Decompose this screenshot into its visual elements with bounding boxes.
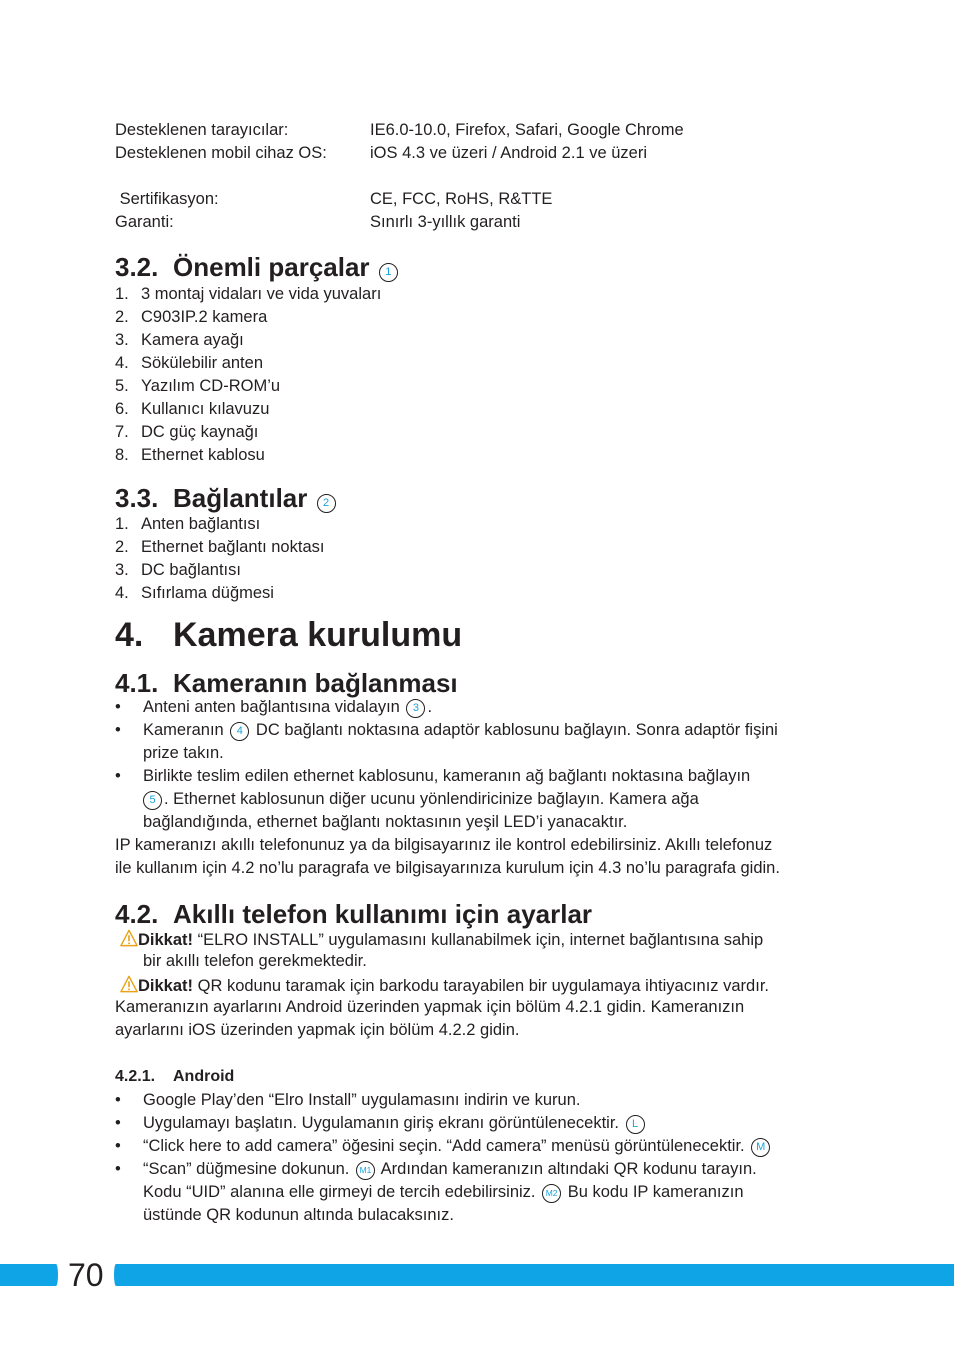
instruction-line: 5 . Ethernet kablosunun diğer ucunu yönlendiricinize bağlayın. Kamera ağa [143,790,699,810]
page-bracket-right [114,1264,118,1286]
page-number: 70 [68,1257,104,1293]
list-item: 3. Kamera ayağı [115,331,244,349]
paragraph-line: Kameranızın ayarlarını Android üzerinden yapmak için bölüm 4.2.1 gidin. Kameranızın [115,998,745,1016]
list-item: 1. 3 montaj vidaları ve vida yuvaları [115,285,382,303]
list-item: 2. Ethernet bağlantı noktası [115,538,325,556]
heading-number: 4.1. [115,668,159,698]
paragraph-line: IP kameranızı akıllı telefonunuz ya da bilgisayarınız ile kontrol edebilirsiniz. Akıllı telefonuz [115,836,773,854]
list-item: 1. Anten bağlantısı [115,515,261,533]
bullet: • [115,1160,121,1178]
connections-list [115,513,324,605]
instruction-line: bağlandığında, ethernet bağlantı noktasının yeşil LED’i yanacaktır. [143,813,628,831]
list-item: 5. Yazılım CD-ROM’u [115,377,281,395]
list-item: 4. Sıfırlama düğmesi [115,584,274,602]
spec-label-warranty: Garanti: [115,213,174,231]
heading-number: 4. [115,616,144,654]
figure-ref-badge: 5 [143,791,162,810]
bullet: • [115,767,121,785]
warning-icon [120,929,138,947]
bullet: • [115,698,121,716]
heading-number: 4.2.1. [115,1068,156,1085]
heading-connections [115,483,338,513]
spec-label-browsers: Desteklenen tarayıcılar: [115,121,289,139]
figure-ref-badge: 3 [406,699,425,718]
bullet: • [115,1137,121,1155]
list-item: 2. C903IP.2 kamera [115,308,268,326]
instruction-line: Uygulamayı başlatın. Uygulamanın giriş ekranı görüntülenecektir. L [143,1114,647,1134]
screen-ref-badge: L [626,1115,645,1134]
instruction-line: “Click here to add camera” öğesini seçin. “Add camera” menüsü görüntülenecektir. M [143,1137,772,1157]
warning-line: Dikkat! QR kodunu taramak için barkodu tarayabilen bir uygulamaya ihtiyacınız vardır. [120,975,769,996]
spec-value-mobile-os: iOS 4.3 ve üzeri / Android 2.1 ve üzeri [370,144,647,162]
paragraph-line: ayarlarını iOS üzerinden yapmak için bölüm 4.2.2 gidin. [115,1021,520,1039]
instruction-line: Birlikte teslim edilen ethernet kablosunu, kameranın ağ bağlantı noktasına bağlayın [143,767,751,785]
spec-value-certification: CE, FCC, RoHS, R&TTE [370,190,553,208]
heading-title: Kameranın bağlanması [173,668,458,698]
heading-title: Kamera kurulumu [173,616,463,654]
heading-number: 4.2. [115,899,159,929]
screen-ref-badge: M2 [542,1184,561,1203]
warning-line: bir akıllı telefon gerekmektedir. [143,952,367,970]
instruction-line: Kameranın 4 DC bağlantı noktasına adaptör kablosunu bağlayın. Sonra adaptör fişini [143,721,778,739]
page-bracket-left [54,1264,58,1286]
list-item: 8. Ethernet kablosu [115,446,265,464]
instruction-line: üstünde QR kodunun altında bulacaksınız. [143,1206,454,1224]
instruction-line: Google Play’den “Elro Install” uygulamasını indirin ve kurun. [143,1091,581,1109]
figure-ref-badge: 2 [317,494,336,513]
heading-title: Bağlantılar [173,483,308,513]
heading-smartphone-settings [115,899,592,929]
screen-ref-badge: M1 [356,1161,375,1180]
heading-important-parts [115,252,400,282]
heading-android [115,1068,234,1086]
footer-bar [0,1264,954,1286]
heading-connecting-camera [115,668,458,698]
list-item: 4. Sökülebilir anten [115,354,263,372]
paragraph-line: ile kullanım için 4.2 no’lu paragrafa ve bilgisayarınıza kurulum için 4.3 no’lu paragrafa gidin. [115,859,780,877]
warning-icon [120,975,138,993]
heading-number: 3.2. [115,252,159,282]
heading-camera-setup [115,615,462,655]
heading-title: Android [173,1068,235,1085]
bullet: • [115,721,121,739]
bullet: • [115,1114,121,1132]
heading-title: Akıllı telefon kullanımı için ayarlar [173,899,593,929]
spec-label-certification: Sertifikasyon: [115,190,219,208]
instruction-line: “Scan” düğmesine dokunun. M1 Ardından kameranızın altındaki QR kodunu tarayın. [143,1160,757,1178]
list-item: 7. DC güç kaynağı [115,423,259,441]
list-item: 6. Kullanıcı kılavuzu [115,400,270,418]
instruction-line: Kodu “UID” alanına elle girmeyi de tercih edebilirsiniz. M2 Bu kodu IP kameranızın [143,1183,744,1201]
bullet: • [115,1091,121,1109]
instruction-line: Anteni anten bağlantısına vidalayın 3 . [143,698,433,716]
spec-label-mobile-os: Desteklenen mobil cihaz OS: [115,144,327,162]
parts-list [115,283,381,467]
figure-ref-badge: 4 [230,722,249,741]
list-item: 3. DC bağlantısı [115,561,241,579]
heading-number: 3.3. [115,483,159,513]
warning-line: Dikkat! “ELRO INSTALL” uygulamasını kullanabilmek için, internet bağlantısına sahip [120,929,763,950]
spec-value-browsers: IE6.0-10.0, Firefox, Safari, Google Chrome [370,121,684,139]
spec-value-warranty: Sınırlı 3-yıllık garanti [370,213,521,231]
instruction-line: prize takın. [143,744,224,762]
screen-ref-badge: M [751,1138,770,1157]
heading-title: Önemli parçalar [173,252,370,282]
figure-ref-badge: 1 [379,263,398,282]
